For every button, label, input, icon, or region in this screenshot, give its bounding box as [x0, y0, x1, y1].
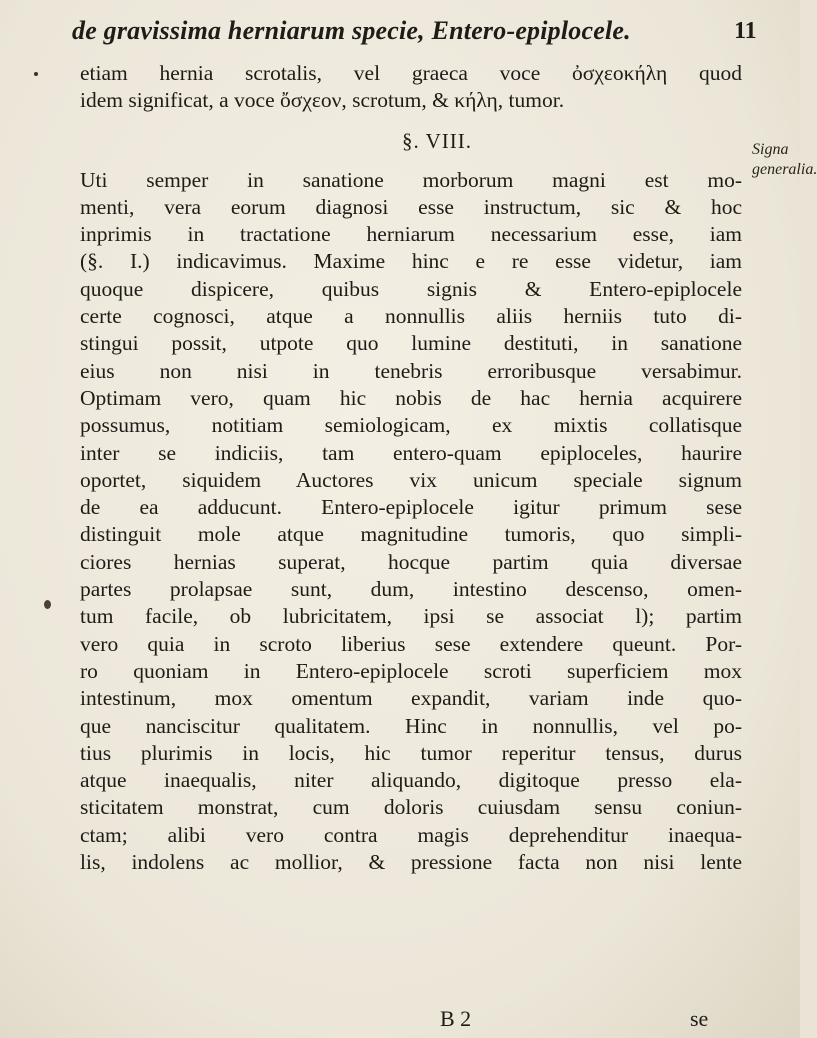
section-heading: §. VIII.	[401, 128, 472, 153]
text-line: Optimam vero, quam hic nobis de hac hernia acquirere	[80, 385, 742, 410]
body-text	[52, 60, 742, 876]
text-line: idem significat, a voce ὄσχεον, scrotum, & κήλη, tumor.	[80, 88, 565, 113]
text-line: sticitatem monstrat, cum doloris cuiusdam sensu coniun-	[80, 795, 742, 820]
margin-mark	[34, 72, 38, 76]
text-line: etiam hernia scrotalis, vel graeca voce ὀσχεοκήλη quod	[80, 61, 742, 85]
text-line: tum facile, ob lubricitatem, ipsi se associat l); partim	[80, 604, 742, 629]
ink-blot	[44, 600, 51, 609]
page-header	[0, 16, 800, 56]
text-line: inter se indiciis, tam entero-quam epiploceles, haurire	[80, 440, 742, 465]
text-line: que nanciscitur qualitatem. Hinc in nonnullis, vel po-	[80, 713, 742, 738]
text-line: Uti semper in sanatione morborum magni est mo-	[80, 167, 742, 192]
text-line: intestinum, mox omentum expandit, variam inde quo-	[80, 686, 742, 711]
text-line: ro quoniam in Entero-epiplocele scroti superficiem mox	[80, 658, 742, 683]
text-line: stingui possit, utpote quo lumine destituti, in sanatione	[80, 331, 742, 356]
text-line: inprimis in tractatione herniarum necessarium esse, iam	[80, 222, 742, 247]
marginal-note: Signa generalia.	[752, 141, 817, 178]
running-head: de gravissima herniarum specie, Entero-epiplocele.	[72, 16, 631, 45]
text-line: oportet, siquidem Auctores vix unicum speciale signum	[80, 467, 742, 492]
text-line: ciores hernias superat, hocque partim quia diversae	[80, 549, 742, 574]
page-footer	[0, 1006, 800, 1036]
text-line: (§. I.) indicavimus. Maxime hinc e re esse videtur, iam	[80, 249, 742, 274]
text-line: vero quia in scroto liberius sese extendere queunt. Por-	[80, 631, 742, 656]
catchword: se	[690, 1006, 709, 1031]
text-line: possumus, notitiam semiologicam, ex mixtis collatisque	[80, 413, 742, 438]
text-line: partes prolapsae sunt, dum, intestino descenso, omen-	[80, 577, 742, 602]
text-line: quoque dispicere, quibus signis & Entero-epiplocele	[80, 276, 742, 301]
text-line: de ea adducunt. Entero-epiplocele igitur primum sese	[80, 495, 742, 520]
text-line: atque inaequalis, niter aliquando, digitoque presso ela-	[80, 768, 742, 793]
text-line: distinguit mole atque magnitudine tumoris, quo simpli-	[80, 522, 742, 547]
text-line: ctam; alibi vero contra magis deprehenditur inaequa-	[80, 822, 742, 847]
text-line: lis, indolens ac mollior, & pressione facta non nisi lente	[80, 850, 742, 875]
text-line: certe cognosci, atque a nonnullis aliis herniis tuto di-	[80, 304, 742, 329]
signature-mark: B 2	[440, 1006, 472, 1031]
text-line: tius plurimis in locis, hic tumor reperitur tensus, durus	[80, 740, 742, 765]
text-line: eius non nisi in tenebris erroribusque versabimur.	[80, 358, 742, 383]
text-line: menti, vera eorum diagnosi esse instructum, sic & hoc	[80, 194, 742, 219]
page-number: 11	[734, 18, 757, 44]
